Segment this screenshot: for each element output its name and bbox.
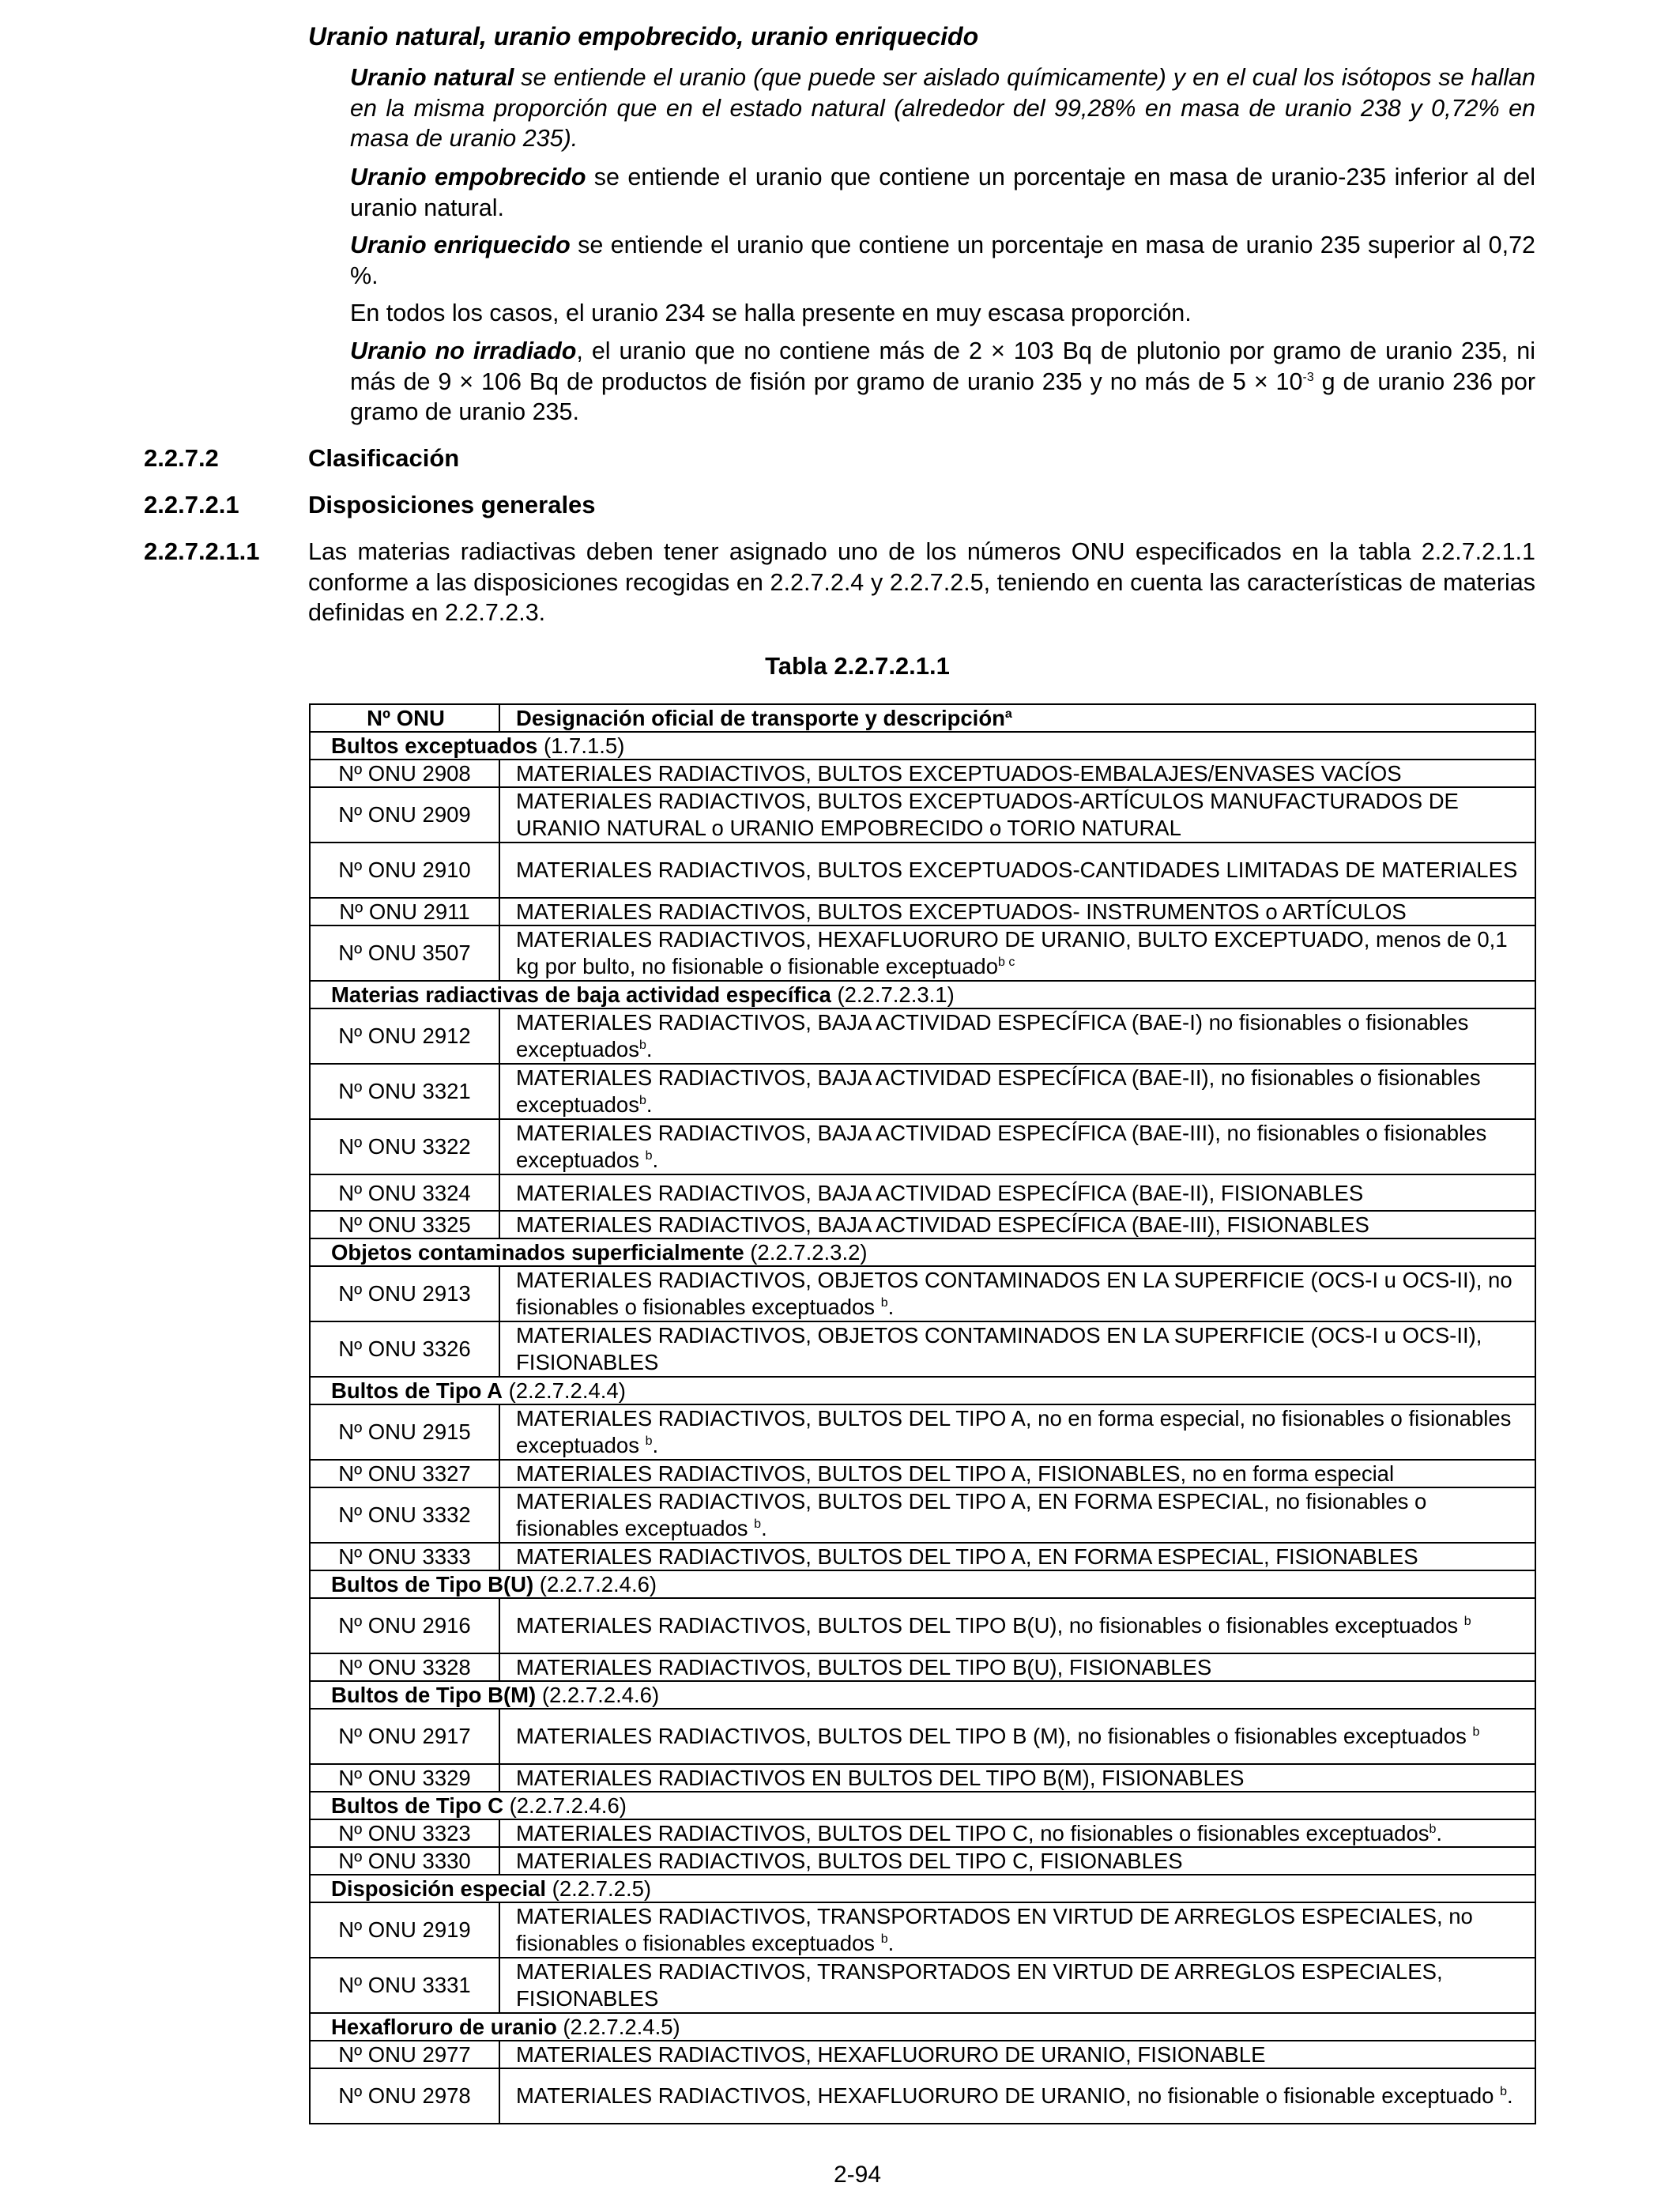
table-caption [0, 652, 1680, 680]
designation-text: MATERIALES RADIACTIVOS, TRANSPORTADOS EN VIRTUD DE ARREGLOS ESPECIALES, no fisionables o fisionables exceptuados [516, 1904, 1473, 1955]
designation-text: MATERIALES RADIACTIVOS, BAJA ACTIVIDAD ESPECÍFICA (BAE-III), FISIONABLES [516, 1212, 1369, 1237]
table-row [310, 1119, 1535, 1174]
section-title: Disposiciones generales [308, 491, 596, 518]
designation-text: MATERIALES RADIACTIVOS, BAJA ACTIVIDAD ESPECÍFICA (BAE-III), no fisionables o fisionables exceptuados [516, 1121, 1487, 1172]
group-title: Bultos de Tipo B(U) [331, 1572, 534, 1596]
section-title: Clasificación [308, 444, 460, 472]
designation-cell [499, 1460, 1535, 1487]
footnote-mark: b [1463, 1614, 1471, 1628]
table-row [310, 1764, 1535, 1792]
group-cell [310, 981, 1535, 1008]
definition-text-end: g de uranio 236 por gramo de uranio 235. [350, 368, 1536, 425]
designation-cell [499, 925, 1535, 981]
table-row [310, 1211, 1535, 1238]
group-row [310, 1238, 1535, 1266]
footnote-mark: b [1472, 1725, 1480, 1739]
footnote-mark: b c [998, 955, 1015, 969]
un-number-cell: Nº ONU 3324 [310, 1174, 499, 1211]
un-number-cell: Nº ONU 2910 [310, 843, 499, 898]
designation-cell [499, 1819, 1535, 1847]
designation-text: MATERIALES RADIACTIVOS, BULTOS DEL TIPO A, no en forma especial, no fisionables o fisionables exceptuados [516, 1406, 1512, 1457]
designation-cell [499, 1266, 1535, 1321]
table-caption-text: Tabla 2.2.7.2.1.1 [765, 652, 950, 680]
footnote-mark: b [880, 1932, 888, 1946]
paragraph-uranio-natural [350, 62, 1535, 154]
term: Uranio empobrecido [350, 164, 586, 190]
designation-cell [499, 1211, 1535, 1238]
table-header-row [310, 704, 1535, 732]
exponent: -3 [1302, 370, 1314, 384]
group-cell [310, 1377, 1535, 1404]
paragraph-uranio-empobrecido [350, 162, 1535, 223]
table-row [310, 1902, 1535, 1958]
group-title: Bultos de Tipo C [331, 1793, 503, 1818]
designation-text: MATERIALES RADIACTIVOS, BULTOS EXCEPTUADOS-ARTÍCULOS MANUFACTURADOS DE URANIO NATURAL o URANIO EMPOBRECIDO o TORIO NATURAL [516, 789, 1459, 840]
group-title: Hexafloruro de uranio [331, 2015, 557, 2039]
un-number-cell: Nº ONU 2916 [310, 1598, 499, 1653]
un-number-cell: Nº ONU 2978 [310, 2068, 499, 2124]
paragraph-todos-los-casos: En todos los casos, el uranio 234 se halla presente en muy escasa proporción. [350, 300, 1192, 326]
designation-cell [499, 1404, 1535, 1460]
un-number-cell: Nº ONU 2919 [310, 1902, 499, 1958]
column-header-designation-text: Designación oficial de transporte y descripción [516, 706, 1005, 730]
footnote-mark: b [754, 1517, 762, 1531]
designation-cell [499, 1653, 1535, 1681]
term: Uranio natural [350, 64, 514, 91]
designation-text: MATERIALES RADIACTIVOS, BULTOS DEL TIPO B(U), no fisionables o fisionables exceptuados [516, 1613, 1464, 1638]
un-number-cell: Nº ONU 3326 [310, 1321, 499, 1377]
group-cell [310, 1238, 1535, 1266]
designation-text: MATERIALES RADIACTIVOS, BULTOS EXCEPTUADOS-CANTIDADES LIMITADAS DE MATERIALES [516, 858, 1518, 882]
designation-text: MATERIALES RADIACTIVOS, BULTOS DEL TIPO A, FISIONABLES, no en forma especial [516, 1461, 1395, 1486]
group-ref: (1.7.1.5) [537, 733, 625, 758]
footnote-mark: b [645, 1148, 653, 1163]
un-number-cell: Nº ONU 3323 [310, 1819, 499, 1847]
designation-cell [499, 1598, 1535, 1653]
designation-text: MATERIALES RADIACTIVOS, BULTOS DEL TIPO B(U), FISIONABLES [516, 1655, 1212, 1679]
designation-cell [499, 1902, 1535, 1958]
table-row [310, 2068, 1535, 2124]
table-row [310, 1487, 1535, 1543]
group-ref: (2.2.7.2.4.5) [556, 2015, 680, 2039]
un-number-cell: Nº ONU 3327 [310, 1460, 499, 1487]
designation-text: MATERIALES RADIACTIVOS, TRANSPORTADOS EN VIRTUD DE ARREGLOS ESPECIALES, FISIONABLES [516, 1959, 1443, 2011]
designation-cell [499, 1847, 1535, 1875]
group-title: Bultos de Tipo B(M) [331, 1683, 537, 1707]
definition-text: se entiende el uranio que contiene un porcentaje en masa de uranio-235 inferior al del uranio natural. [350, 164, 1535, 221]
designation-cell [499, 1008, 1535, 1064]
table-row [310, 760, 1535, 787]
designation-tail: . [887, 1931, 895, 1955]
footnote-mark: b [638, 1038, 646, 1052]
paragraph-uranio-enriquecido [350, 230, 1535, 291]
designation-text: MATERIALES RADIACTIVOS, OBJETOS CONTAMINADOS EN LA SUPERFICIE (OCS-I u OCS-II), FISIONABLES [516, 1323, 1482, 1374]
un-number-cell: Nº ONU 2912 [310, 1008, 499, 1064]
table-row [310, 1321, 1535, 1377]
table-row [310, 1064, 1535, 1119]
group-cell [310, 1681, 1535, 1709]
un-number-cell: Nº ONU 3507 [310, 925, 499, 981]
designation-cell [499, 843, 1535, 898]
section-number: 2.2.7.2.1 [144, 491, 239, 518]
un-number-cell: Nº ONU 2977 [310, 2041, 499, 2068]
group-ref: (2.2.7.2.3.1) [831, 982, 955, 1007]
designation-text: MATERIALES RADIACTIVOS, BAJA ACTIVIDAD ESPECÍFICA (BAE-I) no fisionables o fisionables exceptuados [516, 1010, 1469, 1061]
un-number-cell: Nº ONU 2909 [310, 787, 499, 843]
footnote-mark: b [880, 1295, 888, 1310]
page-number-text: 2-94 [833, 2162, 882, 2188]
table-row [310, 1709, 1535, 1764]
term: Uranio no irradiado [350, 337, 577, 364]
designation-text: MATERIALES RADIACTIVOS, HEXAFLUORURO DE URANIO, FISIONABLE [516, 2042, 1266, 2067]
table-row [310, 1543, 1535, 1570]
un-number-cell: Nº ONU 3330 [310, 1847, 499, 1875]
section-number: 2.2.7.2.1.1 [144, 537, 260, 565]
paragraph-uranio-no-irradiado [350, 336, 1535, 428]
definition-text: se entiende el uranio que contiene un porcentaje en masa de uranio 235 superior al 0,72 %. [350, 232, 1535, 289]
page-number [0, 2162, 1680, 2188]
designation-text: MATERIALES RADIACTIVOS, OBJETOS CONTAMINADOS EN LA SUPERFICIE (OCS-I u OCS-II), no fisionables o fisionables exceptuados [516, 1268, 1512, 1319]
table-row [310, 898, 1535, 925]
designation-cell [499, 1543, 1535, 1570]
table-row [310, 1819, 1535, 1847]
un-number-cell: Nº ONU 2913 [310, 1266, 499, 1321]
term: Uranio enriquecido [350, 232, 571, 258]
definition-text: , el uranio que no contiene más de 2 × 103 Bq de plutonio por gramo de uranio 235, ni más de 9 × 106 Bq de productos de fisión por gramo de uranio 235 y no más de 5 × 10 [350, 337, 1536, 395]
group-cell [310, 2013, 1535, 2041]
designation-cell [499, 1064, 1535, 1119]
designation-tail: . [1507, 2083, 1513, 2108]
designation-cell [499, 1958, 1535, 2013]
group-row [310, 1681, 1535, 1709]
designation-tail: . [652, 1148, 659, 1172]
group-row [310, 1792, 1535, 1819]
designation-tail: . [646, 1092, 653, 1117]
table-row [310, 1174, 1535, 1211]
designation-tail: . [652, 1433, 659, 1457]
designation-text: MATERIALES RADIACTIVOS, BULTOS EXCEPTUADOS-EMBALAJES/ENVASES VACÍOS [516, 761, 1402, 786]
un-number-cell: Nº ONU 3322 [310, 1119, 499, 1174]
designation-text: MATERIALES RADIACTIVOS, BAJA ACTIVIDAD ESPECÍFICA (BAE-II), no fisionables o fisionables exceptuados [516, 1065, 1481, 1117]
designation-text: MATERIALES RADIACTIVOS, BULTOS EXCEPTUADOS- INSTRUMENTOS o ARTÍCULOS [516, 899, 1407, 924]
table-row [310, 1653, 1535, 1681]
table-row [310, 925, 1535, 981]
group-cell [310, 732, 1535, 760]
designation-cell [499, 787, 1535, 843]
designation-text: MATERIALES RADIACTIVOS, BULTOS DEL TIPO A, EN FORMA ESPECIAL, FISIONABLES [516, 1544, 1418, 1569]
un-number-cell: Nº ONU 3321 [310, 1064, 499, 1119]
un-number-cell: Nº ONU 3325 [310, 1211, 499, 1238]
footnote-mark: a [1004, 707, 1012, 721]
designation-cell [499, 1487, 1535, 1543]
un-number-cell: Nº ONU 3333 [310, 1543, 499, 1570]
designation-text: MATERIALES RADIACTIVOS, BULTOS DEL TIPO A, EN FORMA ESPECIAL, no fisionables o fisionables exceptuados [516, 1489, 1427, 1540]
un-number-cell: Nº ONU 2917 [310, 1709, 499, 1764]
designation-text: MATERIALES RADIACTIVOS, BULTOS DEL TIPO B (M), no fisionables o fisionables exceptuados [516, 1724, 1473, 1748]
table-row [310, 1847, 1535, 1875]
group-row [310, 1875, 1535, 1902]
designation-cell [499, 1764, 1535, 1792]
group-title: Bultos de Tipo A [331, 1378, 503, 1403]
table-row [310, 1460, 1535, 1487]
group-row [310, 1377, 1535, 1404]
un-number-cell: Nº ONU 3331 [310, 1958, 499, 2013]
group-ref: (2.2.7.2.3.2) [744, 1240, 868, 1265]
group-ref: (2.2.7.2.5) [546, 1876, 652, 1901]
un-numbers-table [309, 703, 1536, 2124]
designation-text: MATERIALES RADIACTIVOS EN BULTOS DEL TIPO B(M), FISIONABLES [516, 1766, 1245, 1790]
designation-cell [499, 898, 1535, 925]
footnote-mark: b [1500, 2084, 1507, 2098]
designation-cell [499, 760, 1535, 787]
designation-tail: . [887, 1295, 895, 1319]
footnote-mark: b [638, 1093, 646, 1107]
table-row [310, 787, 1535, 843]
group-row [310, 1570, 1535, 1598]
table-row [310, 1404, 1535, 1460]
group-row [310, 981, 1535, 1008]
table-row [310, 1008, 1535, 1064]
group-cell [310, 1875, 1535, 1902]
designation-tail: . [1436, 1821, 1443, 1845]
designation-text: MATERIALES RADIACTIVOS, BULTOS DEL TIPO C, FISIONABLES [516, 1849, 1183, 1873]
group-cell [310, 1792, 1535, 1819]
designation-tail: . [761, 1516, 767, 1540]
table-row [310, 1598, 1535, 1653]
designation-tail: . [646, 1037, 653, 1061]
designation-text: MATERIALES RADIACTIVOS, HEXAFLUORURO DE URANIO, BULTO EXCEPTUADO, menos de 0,1 kg por bulto, no fisionable o fisionable exceptuado [516, 927, 1508, 978]
designation-cell [499, 1119, 1535, 1174]
footnote-mark: b [1429, 1822, 1437, 1836]
un-number-cell: Nº ONU 2915 [310, 1404, 499, 1460]
column-header-designation [499, 704, 1535, 732]
designation-cell [499, 1174, 1535, 1211]
group-ref: (2.2.7.2.4.6) [533, 1572, 657, 1596]
designation-text: MATERIALES RADIACTIVOS, BULTOS DEL TIPO C, no fisionables o fisionables exceptuados [516, 1821, 1430, 1845]
designation-cell [499, 1321, 1535, 1377]
group-ref: (2.2.7.2.4.6) [503, 1793, 627, 1818]
group-row [310, 732, 1535, 760]
group-title: Objetos contaminados superficialmente [331, 1240, 744, 1265]
designation-text: MATERIALES RADIACTIVOS, BAJA ACTIVIDAD ESPECÍFICA (BAE-II), FISIONABLES [516, 1180, 1364, 1205]
table-row [310, 1266, 1535, 1321]
group-ref: (2.2.7.2.4.4) [502, 1378, 626, 1403]
designation-cell [499, 2041, 1535, 2068]
group-row [310, 2013, 1535, 2041]
group-cell [310, 1570, 1535, 1598]
group-title: Materias radiactivas de baja actividad específica [331, 982, 831, 1007]
group-title: Disposición especial [331, 1876, 547, 1901]
table-row [310, 1958, 1535, 2013]
group-title: Bultos exceptuados [331, 733, 538, 758]
un-number-cell: Nº ONU 3329 [310, 1764, 499, 1792]
table-row [310, 843, 1535, 898]
un-number-cell: Nº ONU 2911 [310, 898, 499, 925]
section-paragraph: Las materias radiactivas deben tener asignado uno de los números ONU especificados en la tabla 2.2.7.2.1.1 conforme a las disposiciones recogidas en 2.2.7.2.4 y 2.2.7.2.5, teniendo en cuenta las características de materias definidas en 2.2.7.2.3. [308, 538, 1535, 626]
footnote-mark: b [645, 1434, 653, 1448]
un-number-cell: Nº ONU 2908 [310, 760, 499, 787]
designation-cell [499, 2068, 1535, 2124]
designation-text: MATERIALES RADIACTIVOS, HEXAFLUORURO DE URANIO, no fisionable o fisionable exceptuado [516, 2083, 1501, 2108]
un-number-cell: Nº ONU 3332 [310, 1487, 499, 1543]
designation-cell [499, 1709, 1535, 1764]
section-number: 2.2.7.2 [144, 444, 219, 472]
column-header-onu: Nº ONU [310, 704, 499, 732]
definition-text: se entiende el uranio (que puede ser aislado químicamente) y en el cual los isótopos se hallan en la misma proporción que en el estado natural (alrededor del 99,28% en masa de uranio 238 y 0,72% en masa de uranio 235). [350, 64, 1535, 152]
un-number-cell: Nº ONU 3328 [310, 1653, 499, 1681]
table-row [310, 2041, 1535, 2068]
group-ref: (2.2.7.2.4.6) [536, 1683, 660, 1707]
heading-uranio: Uranio natural, uranio empobrecido, uranio enriquecido [308, 22, 979, 51]
